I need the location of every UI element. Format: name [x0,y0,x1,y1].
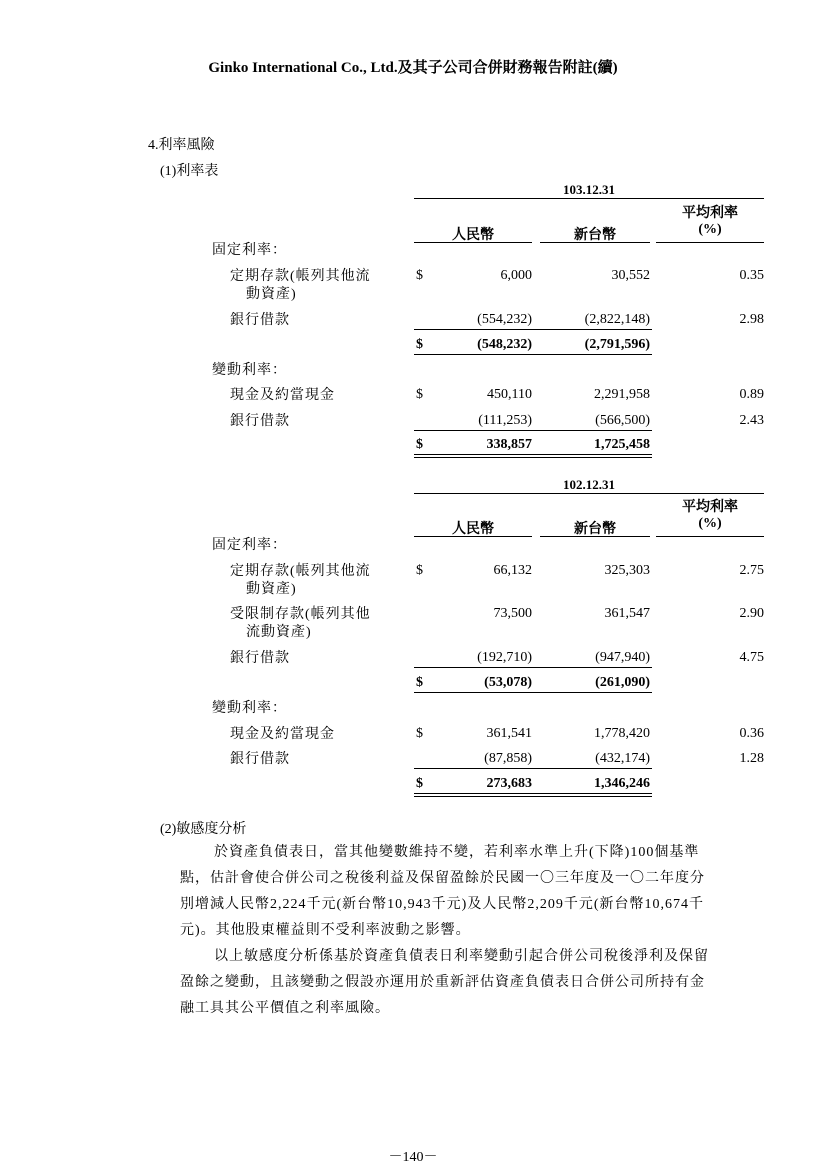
table-date: 103.12.31 [563,182,615,197]
rmb-value: 361,541 [486,726,532,741]
total-rmb: 338,857 [486,437,532,452]
subtotal-rule [414,768,652,769]
total-dollar-sign: $ [416,437,423,452]
rmb-value: (192,710) [477,650,532,665]
total-rule [414,793,652,794]
subsection-sensitivity-title: (2)敏感度分析 [160,822,247,837]
rmb-value: (111,253) [478,413,532,428]
row-label: 銀行借款 [230,313,290,328]
rmb-value: (554,232) [477,312,532,327]
total-rmb: 273,683 [486,776,532,791]
subsection-rate-table-title: (1)利率表 [160,164,219,179]
row-label: 定期存款(帳列其他流 [230,269,371,284]
total-dollar-sign: $ [416,675,423,690]
date-rule [414,493,764,494]
ntd-value: (432,174) [595,751,650,766]
subtotal-rule [414,667,652,668]
total-ntd: (2,791,596) [584,337,650,352]
total-dollar-sign: $ [416,337,423,352]
col-head-ntd: 新台幣 [574,228,616,243]
row-label: 受限制存款(帳列其他 [230,607,371,622]
table-date: 102.12.31 [563,477,615,492]
col-rule-rate [656,242,764,243]
ntd-value: 30,552 [611,268,650,283]
ntd-value: (947,940) [595,650,650,665]
total-double-rule [414,796,652,797]
total-rule [414,692,652,693]
variable-rate-label: 變動利率： [212,701,287,716]
ntd-value: (2,822,148) [584,312,650,327]
paragraph-line: 於資產負債表日，當其他變數維持不變，若利率水準上升(下降)100個基準 [214,845,700,860]
rate-value: 2.98 [739,312,764,327]
ntd-value: 361,547 [604,606,650,621]
rmb-value: 6,000 [500,268,532,283]
paragraph-line: 點，估計會使合併公司之稅後利益及保留盈餘於民國一〇三年度及一〇二年度分 [180,871,705,886]
variable-rate-label: 變動利率： [212,363,287,378]
rate-value: 0.89 [739,387,764,402]
total-ntd: 1,346,246 [594,776,650,791]
col-rule-ntd [540,242,650,243]
dollar-sign: $ [416,563,423,578]
ntd-value: 1,778,420 [594,726,650,741]
col-rule-ntd [540,536,650,537]
paragraph-line: 別增減人民幣2,224千元(新台幣10,943千元)及人民幣2,209千元(新台幣10,674千 [180,897,704,912]
rate-value: 0.35 [739,268,764,283]
fixed-rate-label: 固定利率： [212,243,287,258]
date-rule [414,198,764,199]
ntd-value: (566,500) [595,413,650,428]
col-head-rate: 平均利率 [682,206,738,221]
col-rule-rmb [414,242,532,243]
total-rule [414,454,652,455]
row-label-cont: 動資產) [246,287,297,302]
col-head-rate-unit: (%) [698,516,722,531]
col-head-rate: 平均利率 [682,500,738,515]
rate-value: 4.75 [739,650,764,665]
rate-value: 2.75 [739,563,764,578]
row-label: 銀行借款 [230,414,290,429]
subtotal-rule [414,329,652,330]
ntd-value: 2,291,958 [594,387,650,402]
rate-value: 0.36 [739,726,764,741]
row-label: 銀行借款 [230,651,290,666]
total-rule [414,354,652,355]
total-dollar-sign: $ [416,776,423,791]
total-double-rule [414,457,652,458]
page-number: －140－ [388,1150,438,1165]
total-rmb: (53,078) [484,675,532,690]
row-label-cont: 流動資產) [246,625,312,640]
paragraph-line: 融工具其公平價值之利率風險。 [180,1001,390,1016]
fixed-rate-label: 固定利率： [212,538,287,553]
row-label: 現金及約當現金 [230,388,335,403]
ntd-value: 325,303 [604,563,650,578]
rate-value: 2.90 [739,606,764,621]
page-header: Ginko International Co., Ltd.及其子公司合併財務報告附註(續) [208,60,618,76]
col-head-rmb: 人民幣 [452,522,494,537]
paragraph-line: 元)。其他股東權益則不受利率波動之影響。 [180,923,471,938]
rmb-value: (87,858) [484,751,532,766]
total-ntd: (261,090) [595,675,650,690]
col-rule-rmb [414,536,532,537]
row-label: 現金及約當現金 [230,727,335,742]
rate-value: 2.43 [739,413,764,428]
col-head-rate-unit: (%) [698,222,722,237]
dollar-sign: $ [416,387,423,402]
subtotal-rule [414,430,652,431]
rmb-value: 450,110 [487,387,532,402]
row-label-cont: 動資產) [246,582,297,597]
rmb-value: 66,132 [493,563,532,578]
row-label: 定期存款(帳列其他流 [230,564,371,579]
col-head-rmb: 人民幣 [452,228,494,243]
total-ntd: 1,725,458 [594,437,650,452]
col-head-ntd: 新台幣 [574,522,616,537]
dollar-sign: $ [416,726,423,741]
total-rmb: (548,232) [477,337,532,352]
paragraph-line: 以上敏感度分析係基於資產負債表日利率變動引起合併公司稅後淨利及保留 [214,949,709,964]
rmb-value: 73,500 [493,606,532,621]
col-rule-rate [656,536,764,537]
row-label: 銀行借款 [230,752,290,767]
paragraph-line: 盈餘之變動，且該變動之假設亦運用於重新評估資產負債表日合併公司所持有金 [180,975,705,990]
rate-value: 1.28 [739,751,764,766]
dollar-sign: $ [416,268,423,283]
section-title: 4.利率風險 [148,138,215,153]
